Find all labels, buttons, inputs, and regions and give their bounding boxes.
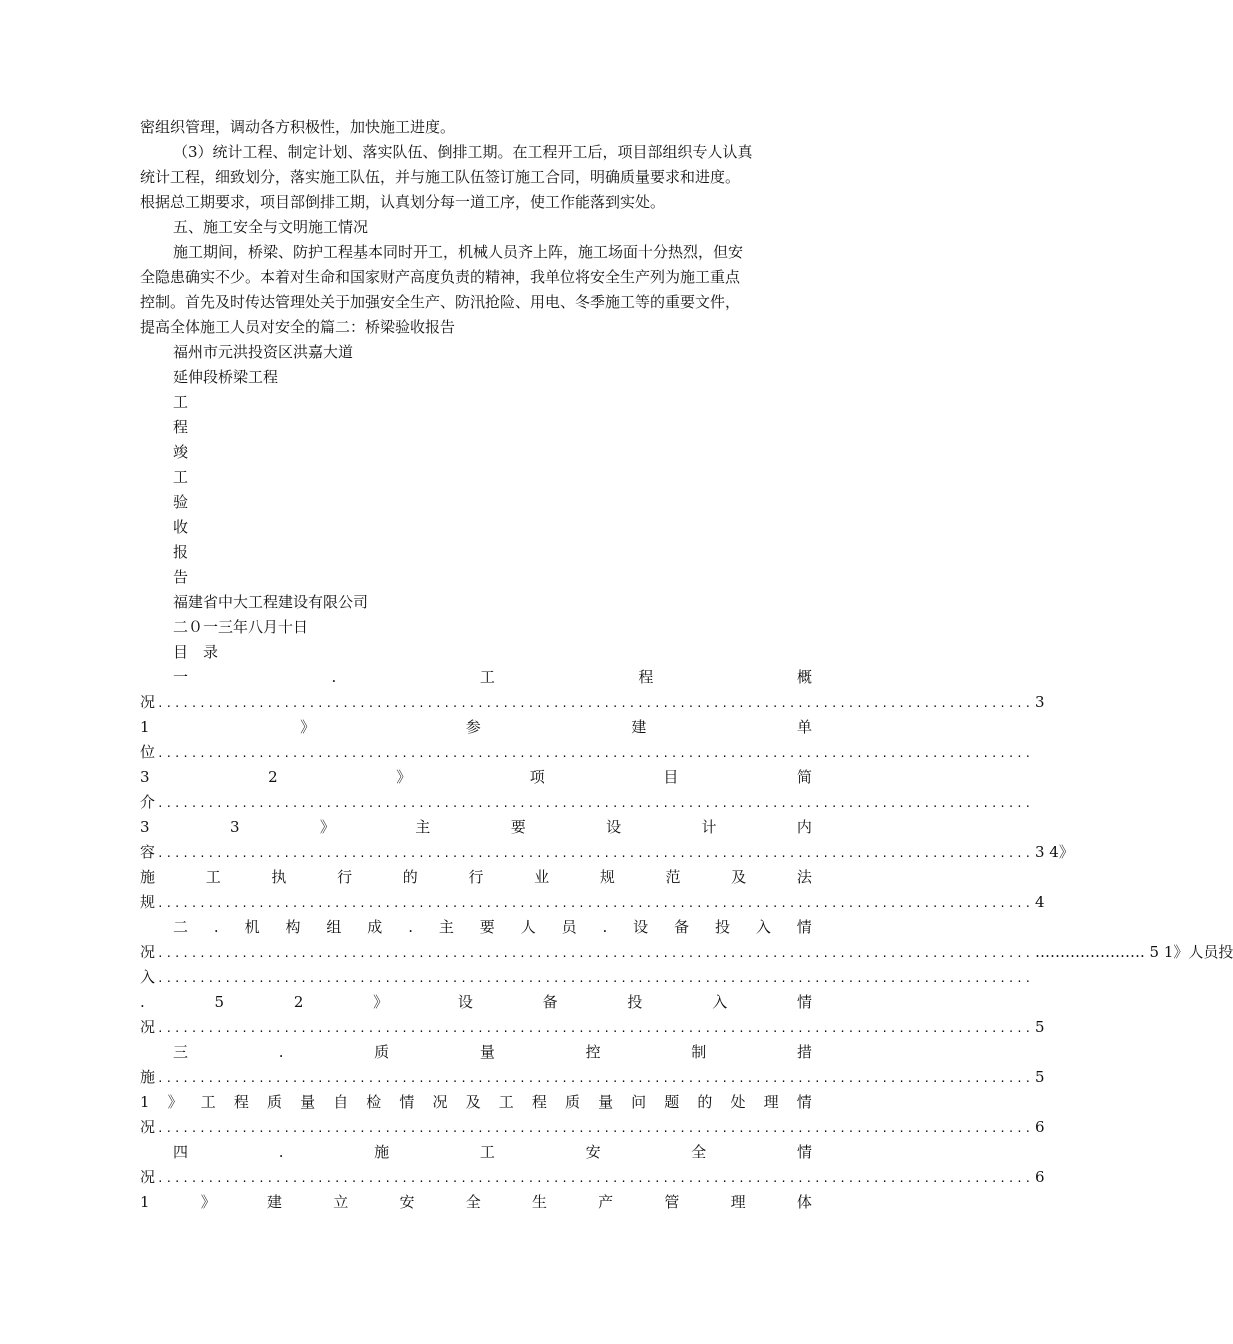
toc-char: 检 [366,1093,382,1111]
toc-leader-row [140,965,1033,990]
toc-char: 理 [730,1193,746,1211]
toc-text: 入 [140,968,156,986]
toc-char: 题 [664,1093,680,1111]
toc-char: 程 [233,1093,249,1111]
toc-leader-row [140,940,1233,965]
cover-vertical-char: 程 [173,418,189,436]
toc-char: 管 [664,1193,680,1211]
toc-char: 安 [585,1143,601,1161]
toc-text: 况 [140,1018,156,1036]
toc-char: 计 [701,818,717,836]
toc-char: 措 [796,1043,812,1061]
paragraph-line: 根据总工期要求，项目部倒排工期，认真划分每一道工序，使工作能落到实处。 [140,193,666,211]
cover-vertical-char: 工 [173,468,189,486]
toc-leader-row [140,790,1033,815]
toc-char: 投 [714,918,730,936]
toc-char: 投 [627,993,643,1011]
toc-char: 设 [457,993,473,1011]
toc-char: 》 [319,818,335,836]
toc-char: 质 [374,1043,390,1061]
toc-char: 设 [606,818,622,836]
toc-dots: ........................................................................................................ [157,1022,1033,1035]
toc-char: 体 [796,1193,812,1211]
toc-char: 5 [214,993,225,1011]
toc-char: 施 [140,868,156,886]
toc-row [140,1090,812,1115]
toc-char: 情 [796,993,812,1011]
toc-char: 入 [712,993,728,1011]
toc-page-number: 5 [1034,1018,1045,1036]
toc-page-number: 4 [1034,893,1045,911]
cover-project-name: 福州市元洪投资区洪嘉大道 [173,343,354,361]
toc-char: 1 [140,1093,150,1111]
toc-char: 1 [140,1193,150,1211]
toc-char: 问 [631,1093,647,1111]
toc-text: 规 [140,893,156,911]
toc-char: 》 [167,1093,183,1111]
toc-char: 备 [674,918,690,936]
toc-row [140,815,812,840]
toc-char: . [331,668,337,686]
toc-char: 立 [333,1193,349,1211]
toc-char: 主 [438,918,454,936]
toc-char: 行 [468,868,484,886]
toc-char: 工 [205,868,221,886]
toc-char: 处 [730,1093,746,1111]
toc-char: 产 [598,1193,614,1211]
toc-char: 生 [531,1193,547,1211]
toc-char: 入 [755,918,771,936]
toc-char: 目 [663,768,679,786]
toc-char: 况 [432,1093,448,1111]
toc-char: 量 [598,1093,614,1111]
section-heading: 五、施工安全与文明施工情况 [173,218,369,236]
cover-vertical-char: 报 [173,543,189,561]
toc-char: 构 [285,918,301,936]
toc-char: 及 [465,1093,481,1111]
toc-char: 3 [140,818,150,836]
toc-char: 法 [796,868,812,886]
toc-char: 理 [763,1093,779,1111]
toc-char: 建 [631,718,647,736]
toc-leader-row [140,690,1045,715]
toc-leader-row [140,1015,1045,1040]
toc-leader-row [140,890,1045,915]
toc-dots: ........................................................................................................ [157,697,1033,710]
toc-char: 情 [796,918,812,936]
toc-char: 工 [200,1093,216,1111]
toc-page-number: 5 [1034,1068,1045,1086]
toc-char: 控 [585,1043,601,1061]
toc-row [173,1140,812,1165]
toc-char: . [213,918,219,936]
toc-row [140,1190,812,1215]
toc-char: 员 [561,918,577,936]
paragraph-line: 统计工程，细致划分，落实施工队伍，并与施工队伍签订施工合同，明确质量要求和进度。 [140,168,741,186]
toc-char: 1 [140,718,150,736]
toc-text: 施 [140,1068,156,1086]
toc-char: 及 [731,868,747,886]
toc-char: 组 [326,918,342,936]
toc-char: 3 [229,818,240,836]
toc-char: 制 [691,1043,707,1061]
toc-char: . [408,918,413,936]
toc-char: 程 [531,1093,547,1111]
toc-char: 三 [173,1043,189,1061]
toc-title: 目 录 [173,643,219,661]
toc-dots: ........................................................................................................ [157,1172,1033,1185]
toc-char: 量 [300,1093,316,1111]
toc-char: 项 [529,768,545,786]
toc-leader-row [140,740,1033,765]
toc-char: 情 [399,1093,415,1111]
paragraph-line: 全隐患确实不少。本着对生命和国家财产高度负责的精神，我单位将安全生产列为施工重点 [140,268,741,286]
toc-char: 参 [465,718,481,736]
toc-char: . [278,1143,284,1161]
toc-char: 建 [267,1193,283,1211]
toc-char: 质 [564,1093,580,1111]
toc-char: 要 [479,918,495,936]
toc-text: 况 [140,693,156,711]
cover-vertical-char: 告 [173,568,189,586]
toc-page-number: 6 [1034,1118,1045,1136]
toc-char: 人 [520,918,536,936]
toc-char: 量 [479,1043,495,1061]
toc-row [140,990,812,1015]
toc-char: 执 [271,868,287,886]
toc-text: 介 [140,793,156,811]
toc-char: 四 [173,1143,189,1161]
toc-page-number: 6 [1034,1168,1045,1186]
cover-vertical-char: 工 [173,393,189,411]
toc-char: 》 [396,768,412,786]
toc-char: 情 [796,1143,812,1161]
toc-char: 自 [333,1093,349,1111]
paragraph-line: 密组织管理，调动各方积极性，加快施工进度。 [140,118,456,136]
toc-leader-row [140,1065,1045,1090]
toc-char: 概 [796,668,812,686]
toc-char: 的 [697,1093,713,1111]
toc-char: 简 [796,768,812,786]
toc-char: 工 [498,1093,514,1111]
toc-char: 》 [373,993,389,1011]
cover-vertical-char: 收 [173,518,189,536]
toc-char: 业 [534,868,550,886]
toc-char: 工 [479,668,495,686]
toc-row [173,665,812,690]
toc-page-number: 3 4》 [1034,843,1074,861]
toc-char: 二 [173,918,189,936]
toc-leader-row [140,1165,1045,1190]
toc-dots: ........................................................................................................ [157,947,1033,960]
toc-leader-row [140,1115,1045,1140]
cover-date: 二０一三年八月十日 [173,618,309,636]
toc-page-number: 3 [1034,693,1045,711]
toc-char: 2 [268,768,278,786]
toc-char: . [278,1043,284,1061]
toc-char: 要 [510,818,526,836]
toc-char: 2 [293,993,304,1011]
toc-text: 况 [140,1118,156,1136]
toc-leader-row [140,840,1074,865]
cover-vertical-char: 竣 [173,443,189,461]
toc-text: 况 [140,1168,156,1186]
toc-char: 内 [796,818,812,836]
toc-char: 》 [300,718,316,736]
toc-text: 况 [140,943,156,961]
toc-dots: ........................................................................................................ [157,847,1033,860]
toc-char: 3 [140,768,150,786]
toc-dots: ........................................................................................................ [157,1122,1033,1135]
cover-vertical-char: 验 [173,493,189,511]
paragraph-line: 提高全体施工人员对安全的篇二：桥梁验收报告 [140,318,456,336]
toc-page-number: …………………. 5 1》人员投 [1034,943,1233,961]
toc-char: 全 [465,1193,481,1211]
paragraph-line: 控制。首先及时传达管理处关于加强安全生产、防汛抢险、用电、冬季施工等的重要文件， [140,293,741,311]
toc-char: 施 [374,1143,390,1161]
toc-char: 工 [479,1143,495,1161]
toc-char: 主 [415,818,431,836]
toc-char: 的 [402,868,418,886]
toc-dots: ........................................................................................................ [157,897,1033,910]
toc-dots: ........................................................................................................ [157,972,1033,985]
cover-project-subname: 延伸段桥梁工程 [173,368,279,386]
toc-char: 安 [399,1193,415,1211]
toc-text: 容 [140,843,156,861]
toc-char: 一 [173,668,189,686]
toc-char: 情 [796,1093,812,1111]
paragraph-line: 施工期间，桥梁、防护工程基本同时开工，机械人员齐上阵，施工场面十分热烈，但安 [173,243,744,261]
toc-text: 位 [140,743,156,761]
toc-row [173,1040,812,1065]
toc-char: 》 [200,1193,216,1211]
toc-row [140,765,812,790]
toc-char: 范 [665,868,681,886]
toc-char: 程 [638,668,654,686]
toc-dots: ........................................................................................................ [157,747,1033,760]
toc-row [140,865,812,890]
toc-dots: ........................................................................................................ [157,797,1033,810]
toc-char: 质 [266,1093,282,1111]
cover-company: 福建省中大工程建设有限公司 [173,593,369,611]
toc-char: 单 [796,718,812,736]
toc-dots: ........................................................................................................ [157,1072,1033,1085]
paragraph-line: （3）统计工程、制定计划、落实队伍、倒排工期。在工程开工后，项目部组织专人认真 [173,143,753,161]
toc-row [140,715,812,740]
toc-char: . [140,993,145,1011]
toc-char: 行 [337,868,353,886]
toc-char: 备 [542,993,558,1011]
toc-char: 全 [691,1143,707,1161]
toc-char: 设 [633,918,649,936]
toc-char: 成 [367,918,383,936]
toc-row [173,915,812,940]
toc-char: 机 [244,918,260,936]
toc-char: 规 [599,868,615,886]
toc-char: . [602,918,608,936]
